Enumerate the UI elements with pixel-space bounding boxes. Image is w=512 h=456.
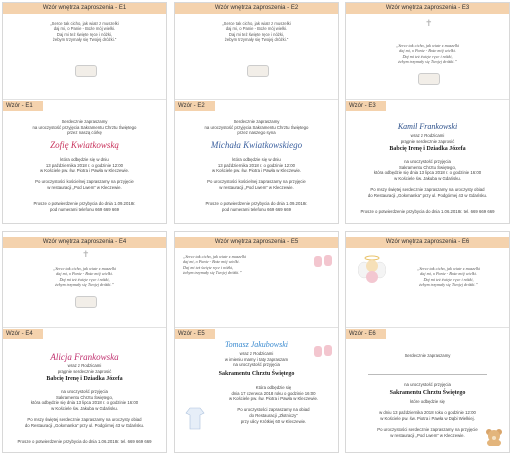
inside-label: Wzór - E6 — [346, 329, 386, 339]
fold-line — [3, 99, 166, 100]
invitation-card-e6[interactable] — [345, 231, 510, 453]
name-line — [368, 374, 487, 375]
invite-text: wraz z Rodzicami prągnie serdecznie zaprosić — [57, 363, 112, 374]
event-details: które odbędzie się w dniu 13 października 2018 roku o godzinie 12:00 w Kościele pw. św. Piotra i Pawła w Dąbi Wielkiej. Po uroczystości serdecznie zapraszamy na przyjęcie w restauracji „Pod Lwem” w Kleczewie. — [377, 399, 478, 438]
child-name: Alicja Frankowska — [50, 352, 119, 362]
poem: „Serce tak cicho, jak wiatr z muszelki daj mi, o Panie - Boże mój wielki. Daj mi też święte ręce i nóżki, żebym trzymały się Twojej dróżki.” — [50, 21, 119, 43]
invite-text: Serdecznie zapraszamy — [404, 353, 451, 358]
poem: „Serce tak cicho, jak wiatr z muszelki daj mi, o Panie - Boże mój wielki. Daj mi też święte ręce i nóżki, żebym trzymały się Twojej dróżki.” — [53, 266, 116, 288]
inside-label: Wzór - E3 — [346, 101, 386, 111]
baby-onesie-icon — [185, 407, 205, 431]
ceremony-text: na uroczystość przyjęcia — [404, 382, 451, 387]
baby-mittens-icon — [313, 344, 333, 358]
card-title: Wzór wnętrza zaproszenia - E2 — [175, 3, 338, 14]
angel-icon — [358, 254, 386, 284]
event-details: Która odbędzie się dnia 17 czerwca 2018 roku o godzinie 16:00 w Kościele pw. św. Piotra i Pawła w Kleczewie. Po uroczystości zapraszamy na obiad do Restauracji „Złotniczy” przy ulicy Krótkiej 60 w Kleczewie. — [228, 385, 319, 424]
invitation-card-e3[interactable] — [345, 2, 510, 224]
fold-line — [346, 327, 509, 328]
invitation-card-e4[interactable] — [2, 231, 167, 453]
baby-shoe-icon — [75, 296, 97, 308]
cross-icon: ✝ — [82, 249, 90, 259]
baby-shoe-icon — [75, 65, 97, 77]
teddy-bear-icon — [484, 428, 504, 446]
poem: „Serce tak cicho, jak wiatr z muszelki daj mi, o Panie - Boże mój wielki. Daj mi też święte ręce i nóżki, żebym trzymały się Twojej dróżki.” — [222, 21, 291, 43]
rsvp-footer: Prosze o potwierdzenie przybycia do dnia 1.06.2018r. tel. 669 669 669 — [360, 209, 495, 214]
poem: „Serce tak cicho, jak wiatr z muszelki daj mi, o Panie - Boże mój wielki. Daj mi też święte ręce i nóżki, żebym trzymały się Twojej dróżki.” — [417, 266, 480, 288]
fold-line — [346, 99, 509, 100]
baby-mittens-icon — [313, 254, 333, 268]
sacrament-title: Sakramentu Chrztu Świętego — [389, 390, 466, 396]
poem: „Serce tak cicho, jak wiatr z muszelki daj mi, o Panie - Boże mój wielki. Daj mi też święte ręce i nóżki, żebym trzymały się Twojej dróżki.” — [396, 43, 459, 65]
event-details: na uroczystość przyjęcia Sakramentu Chrztu Świętego, która odbędzie się dnia 13 lipca 2018 r. o godzinie 16:00 w Kościele św. Jakuba w Gdańsku. Po mszy świętej serdecznie zapraszamy na uroczysty obiad do Restauracji „Gołomanka” przy ul. Podgórnej 43 w Gdańsku. — [367, 159, 488, 198]
rsvp-footer: Prosze o potwierdzenie przybycia do dnia 1.09.2018r. pod numerami telefonu 669 669 669 — [205, 201, 308, 212]
invitation-card-e1[interactable] — [2, 2, 167, 224]
invite-text: wraz z Rodzicami prągnie serdecznie zaprosić — [400, 133, 455, 144]
invite-text: wraz z Rodzicami w imieniu mamy i taty zapraszam na uroczystość przyjęcia — [224, 351, 289, 368]
event-details: na uroczystość przyjęcia Sakramentu Chrztu Świętego, która odbędzie się dnia 13 lipca 2018 r. o godzinie 16:00 w Kościele św. Jakuba w Gdańsku. Po mszy świętej serdecznie zapraszamy na uroczysty obiad do Restauracji „Gołomanka” przy ul. Podgórnej 43 w Gdańsku. — [24, 389, 145, 428]
guest-names: Babcię Irenę i Dziadka Józefa — [389, 146, 466, 152]
child-name: Tomasz Jakubowski — [224, 340, 289, 349]
inside-label: Wzór - E2 — [175, 101, 215, 111]
guest-names: Babcię Irenę i Dziadka Józefa — [46, 376, 123, 382]
event-details: która odbędzie się w dniu 13 października 2018 r. o godzinie 12:00 w Kościele pw. św. Piotra i Pawła w Kleczewie. Po uroczystości kościelnej zapraszamy na przyjęcie w restauracji „Pod Lwem” w Kleczewie. — [35, 157, 134, 190]
rsvp-footer: Prosze o potwierdzenie przybycia do dnia 1.09.2018r. pod numerami telefonu 669 669 669 — [33, 201, 136, 212]
sacrament-title: Sakramentu Chrztu Świętego — [218, 371, 295, 377]
event-details: która odbędzie się w dniu 13 października 2018 r. o godzinie 12:00 w Kościele pw. św. Piotra i Pawła w Kleczewie. Po uroczystości kościelnej zapraszamy na przyjęcie w restauracji „Pod Lwem” w Kleczewie. — [207, 157, 306, 190]
invite-text: Serdecznie zapraszamy na uroczystość przyjęcia Sakramentu Chrztu Świętego przez naszego syna — [204, 119, 309, 136]
invite-text: Serdecznie zapraszamy na uroczystość przyjęcia Sakramentu Chrztu Świętego przez naszą córkę — [32, 119, 137, 136]
child-name: Zofię Kwiatkowską — [50, 140, 119, 150]
baby-shoe-icon — [418, 73, 440, 85]
card-title: Wzór wnętrza zaproszenia - E3 — [346, 3, 509, 14]
baby-shoe-icon — [247, 65, 269, 77]
fold-line — [175, 99, 338, 100]
card-title: Wzór wnętrza zaproszenia - E1 — [3, 3, 166, 14]
card-title: Wzór wnętrza zaproszenia - E4 — [3, 237, 166, 248]
card-title: Wzór wnętrza zaproszenia - E5 — [175, 237, 338, 248]
fold-line — [3, 327, 166, 328]
inside-label: Wzór - E5 — [175, 329, 215, 339]
inside-label: Wzór - E4 — [3, 329, 43, 339]
cross-icon: ✝ — [425, 18, 433, 28]
poem: „Serce tak cicho, jak wiatr z muszelki daj mi, o Panie - Boże mój wielki. Daj mi też święte ręce i nóżki, żebym trzymały się Twojej dróżki.” — [183, 254, 246, 276]
rsvp-footer: Prosze o potwierdzenie przybycia do dnia 1.06.2018r. tel. 669 669 669 — [17, 439, 152, 444]
fold-line — [175, 327, 338, 328]
inside-label: Wzór - E1 — [3, 101, 43, 111]
child-name: Michała Kwiatkowskiego — [210, 140, 303, 150]
child-name: Kamil Frankowski — [397, 122, 458, 131]
invitation-card-e5[interactable] — [174, 231, 339, 453]
invitation-card-e2[interactable] — [174, 2, 339, 224]
card-title: Wzór wnętrza zaproszenia - E6 — [346, 237, 509, 248]
